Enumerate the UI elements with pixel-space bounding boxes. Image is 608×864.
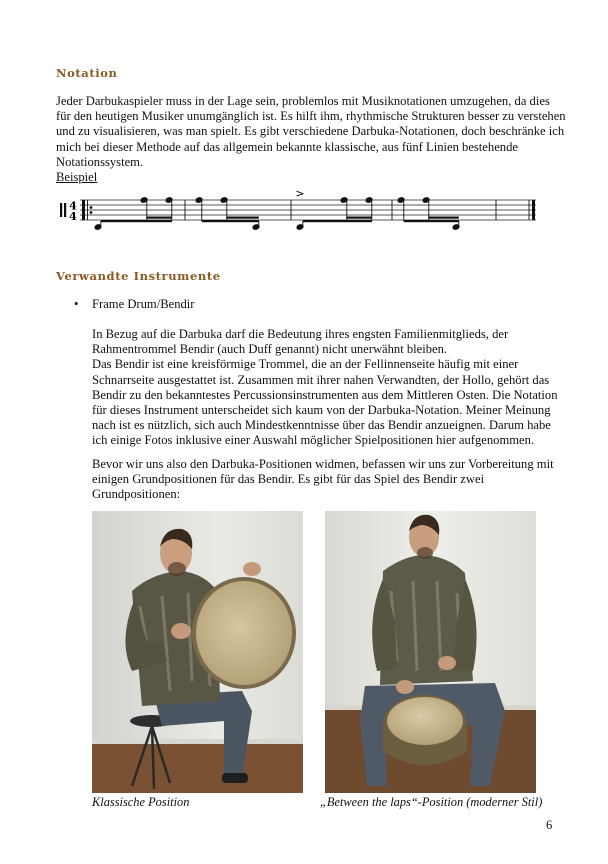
photo-between-laps-position: [325, 511, 536, 793]
positions-paragraph: [92, 457, 554, 503]
note-beam: [226, 217, 258, 219]
note-beam: [404, 220, 459, 222]
note-beam: [101, 220, 172, 222]
text-line: nach ist es nützlich, sich auch Mindestkenntnisse über das Bendir anzueignen. Darum habe: [92, 418, 551, 433]
text-line: Bevor wir uns also den Darbuka-Positionen widmen, befassen wir uns zur Vorbereitung mit: [92, 457, 554, 471]
text-line: Jeder Darbukaspieler muss in der Lage sein, problemlos mit Musiknotationen umzugehen, da dies: [56, 94, 550, 108]
caption-between-laps-position: „Between the laps“-Position (moderner Stil): [320, 795, 543, 809]
bendir-paragraph: [92, 327, 558, 449]
text-line: für dieses Instrument unterscheidet sich kaum von der Darbuka-Notation. Meiner Meinung: [92, 403, 551, 418]
text-line: Bendir zu den bekanntestes Percussionsinstrumenten aus dem Mittleren Osten. Die Notation: [92, 387, 558, 402]
note-beam: [428, 217, 459, 219]
text-line: Das Bendir ist eine kreisförmige Trommel, die an der Fellinnenseite häufig mit einer: [92, 357, 519, 372]
percussion-clef-icon: [60, 203, 66, 217]
text-line: Rahmentrommel Bendir (auch Duff genannt) nicht unerwähnt bleiben.: [92, 342, 448, 357]
photo-classic-position: [92, 511, 303, 793]
time-signature-numerator: 4: [69, 199, 77, 213]
section-heading-notation: Notation: [56, 66, 118, 80]
text-line: Grundpositionen:: [92, 487, 181, 502]
page-number: 6: [546, 818, 553, 832]
text-line: und zu visualisieren, was man spielt. Es gibt verschiedene Darbuka-Notationen, doch beschränke ich: [56, 124, 565, 139]
example-label: Beispiel: [56, 170, 98, 185]
note-beam: [202, 220, 259, 222]
text-line: Schnarrseite ausgestattet ist. Zusammen mit ihrer nahen Verwandten, der Hollo, gehört das: [92, 372, 550, 387]
text-line: für den heutigen Musiker unumgänglich ist. Es hilft ihm, rhythmische Strukturen besser zu verstehen: [56, 109, 566, 124]
notation-staff: [56, 186, 542, 248]
note-beam: [146, 217, 172, 219]
text-line: ich einige Fotos inklusive einer Auswahl möglicher Spielpositionen hier aufgenommen.: [92, 433, 535, 448]
note-beam: [346, 217, 372, 219]
text-line: mich bei dieser Methode auf das allgemein bekannte klassische, aus fünf Linien bestehende: [56, 139, 518, 154]
section-heading-related-instruments: Verwandte Instrumente: [56, 269, 221, 283]
text-line: einigen Grundpositionen für das Bendir. Es gibt für das Spiel des Bendir zwei: [92, 472, 485, 487]
note-beam: [303, 220, 372, 222]
bullet-item-frame-drum: Frame Drum/Bendir: [92, 297, 195, 311]
notation-paragraph: [56, 94, 566, 185]
text-line: Notationssystem.: [56, 154, 144, 169]
caption-classic-position: Klassische Position: [92, 795, 190, 809]
time-signature-denominator: 4: [69, 210, 77, 223]
bullet-symbol: •: [74, 297, 79, 311]
text-line: In Bezug auf die Darbuka darf die Bedeutung ihres engsten Familienmitglieds, der: [92, 327, 509, 341]
accent-mark: >: [295, 187, 305, 200]
